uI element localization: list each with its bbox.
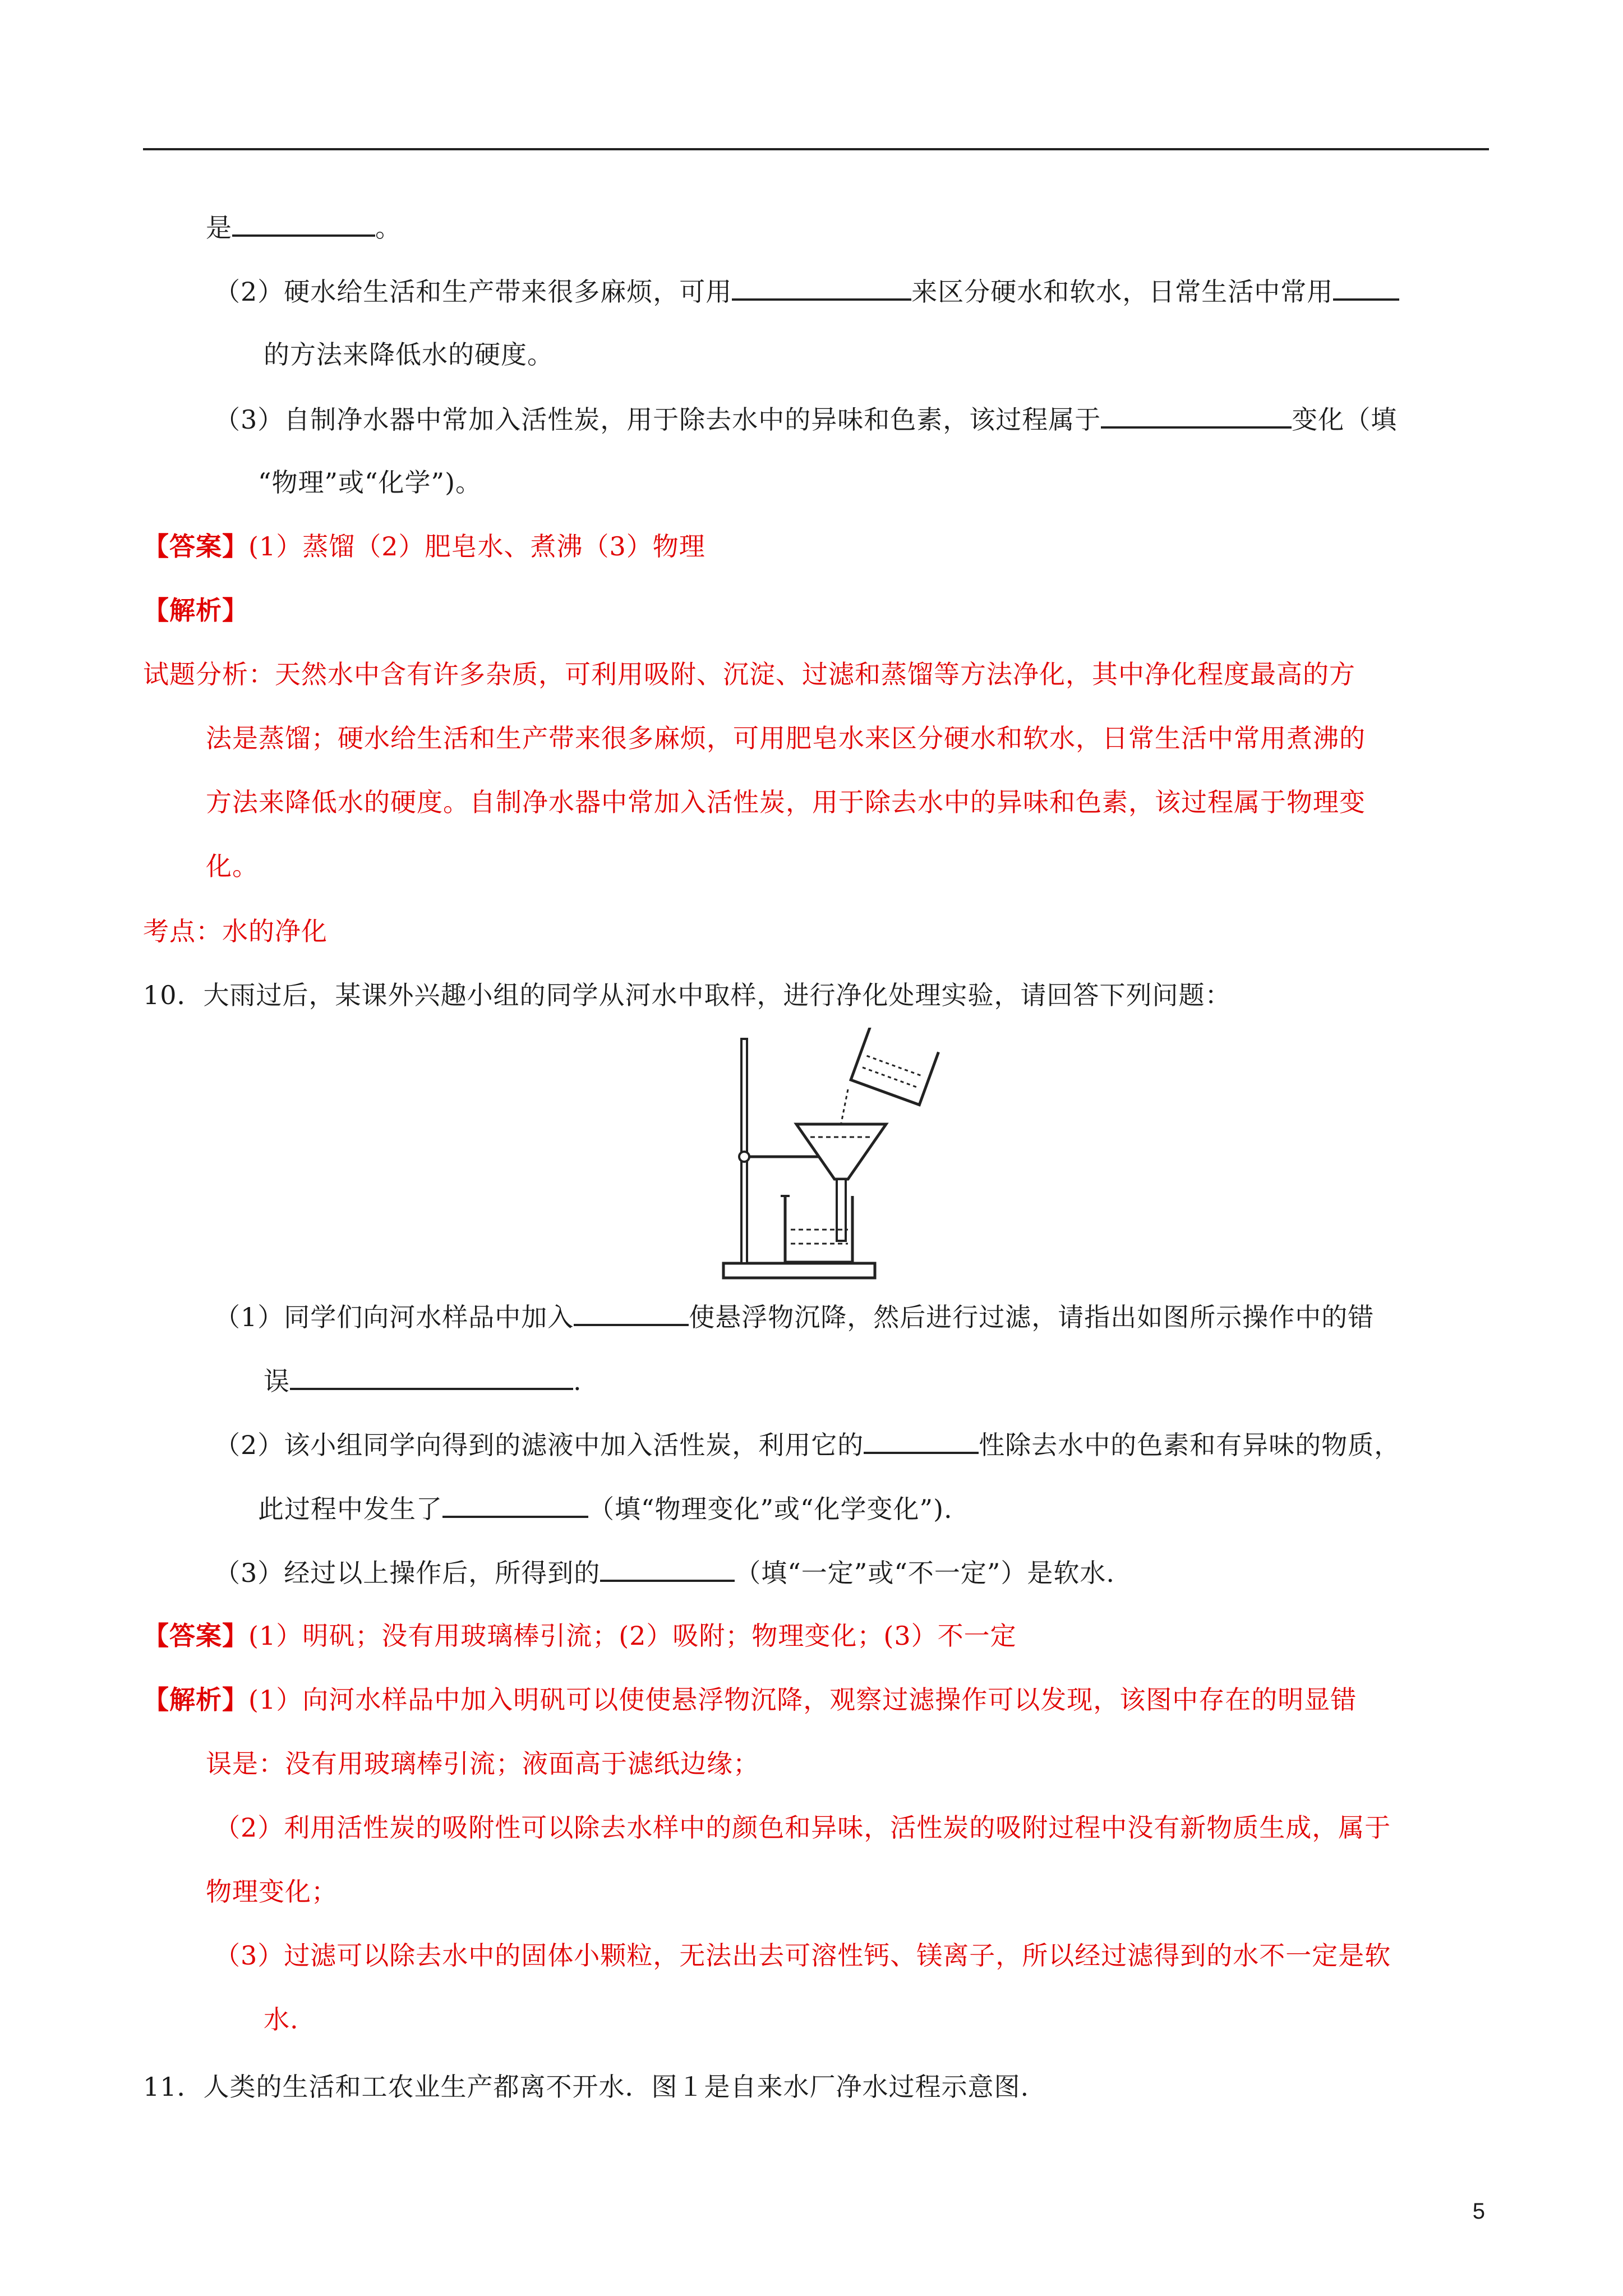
answer-blank: [442, 1491, 588, 1518]
q9-part3-line1: （3）自制净水器中常加入活性炭，用于除去水中的异味和色素，该过程属于 变化（填: [214, 402, 1397, 436]
answer-blank: [574, 1299, 689, 1326]
analysis-9-point: 考点：水的净化: [143, 916, 328, 946]
funnel: [796, 1124, 886, 1179]
analysis-10-line2: 误是：没有用玻璃棒引流；液面高于滤纸边缘；: [206, 1749, 759, 1779]
q10-part1-line2: 误 .: [264, 1363, 582, 1398]
analysis-10-line5: （3）过滤可以除去水中的固体小颗粒，无法出去可溶性钙、镁离子，所以经过滤得到的水不一定是软: [214, 1940, 1391, 1971]
q9-line1: 是 。: [206, 210, 402, 245]
filtration-apparatus-figure: [718, 1028, 942, 1286]
answer-blank: [290, 1363, 573, 1390]
analysis-10-line6: 水.: [264, 2004, 299, 2035]
answer-blank: [732, 274, 911, 301]
pouring-beaker: [851, 1028, 938, 1105]
answer-blank: [1101, 402, 1292, 429]
q11-stem: 11．人类的生活和工农业生产都离不开水．图１是自来水厂净水过程示意图.: [143, 2072, 1030, 2102]
funnel-stem: [837, 1179, 846, 1241]
analysis-9-line1: 试题分析：天然水中含有许多杂质，可利用吸附、沉淀、过滤和蒸馏等方法净化，其中净化程度最高的方: [143, 659, 1355, 689]
header-rule: [143, 148, 1489, 150]
q9-part3-line2: “物理”或“化学”)。: [258, 467, 482, 498]
analysis-10-line3: （2）利用活性炭的吸附性可以除去水样中的颜色和异味，活性炭的吸附过程中没有新物质生成，属于: [214, 1812, 1391, 1843]
answer-blank: [600, 1555, 735, 1582]
q10-part1-line1: （1）同学们向河水样品中加入 使悬浮物沉降，然后进行过滤，请指出如图所示操作中的错: [214, 1299, 1374, 1334]
analysis-9-line3: 方法来降低水的硬度。自制净水器中常加入活性炭，用于除去水中的异味和色素，该过程属于物理变: [206, 787, 1366, 817]
stand-base: [723, 1263, 875, 1278]
pouring-stream: [841, 1089, 848, 1123]
q10-stem: 10．大雨过后，某课外兴趣小组的同学从河水中取样，进行净化处理实验，请回答下列问题：: [143, 980, 1232, 1010]
q10-part2-line1: （2）该小组同学向得到的滤液中加入活性炭，利用它的 性除去水中的色素和有异味的物质，: [214, 1427, 1400, 1462]
analysis-10-line4: 物理变化；: [206, 1876, 338, 1907]
analysis-9-tag: 【解析】: [143, 595, 248, 625]
analysis-9-line2: 法是蒸馏；硬水给生活和生产带来很多麻烦，可用肥皂水来区分硬水和软水，日常生活中常用煮沸的: [206, 723, 1366, 753]
q10-part3: （3）经过以上操作后，所得到的 （填“一定”或“不一定”）是软水.: [214, 1555, 1115, 1590]
q10-part2-line2: 此过程中发生了 （填“物理变化”或“化学变化”).: [258, 1491, 953, 1526]
page-number: 5: [1472, 2199, 1485, 2224]
q9-part2-line2: 的方法来降低水的硬度。: [264, 339, 554, 370]
q9-part2-line1: （2）硬水给生活和生产带来很多麻烦，可用 来区分硬水和软水，日常生活中常用: [214, 274, 1399, 309]
analysis-9-line4: 化。: [206, 851, 259, 881]
answer-blank: [232, 210, 375, 237]
analysis-10-line1: 【解析】(1）向河水样品中加入明矾可以使使悬浮物沉降，观察过滤操作可以发现，该图中存在的明显错: [143, 1685, 1357, 1715]
answer-blank: [864, 1427, 979, 1454]
answer-9: 【答案】(1）蒸馏（2）肥皂水、煮沸（3）物理: [143, 531, 706, 562]
clamp-screw: [739, 1152, 749, 1162]
answer-10: 【答案】(1）明矾；没有用玻璃棒引流；(2）吸附；物理变化；(3）不一定: [143, 1621, 1017, 1651]
answer-blank: [1333, 274, 1399, 301]
